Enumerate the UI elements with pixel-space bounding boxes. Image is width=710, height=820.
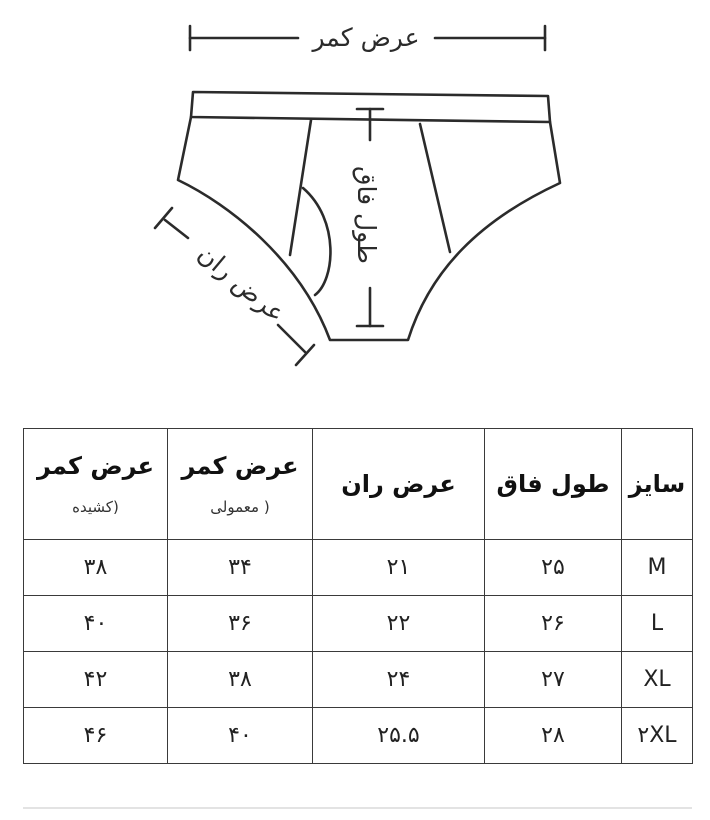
table-header-row xyxy=(24,429,693,540)
header-size: سایز xyxy=(622,429,693,540)
cell-waist-stretched: ۴۰ xyxy=(24,596,168,652)
thigh-width-label: عرض ران xyxy=(192,238,291,329)
cell-thigh-width: ۲۴ xyxy=(313,652,485,708)
table-row xyxy=(24,652,693,708)
size-diagram xyxy=(0,0,710,400)
thigh-measure-line-top xyxy=(165,220,188,238)
table-row xyxy=(24,596,693,652)
cell-waist-stretched: ۳۸ xyxy=(24,540,168,596)
cell-waist-normal: ۳۸ xyxy=(168,652,313,708)
size-table xyxy=(23,428,693,764)
waist-width-label: عرض کمر xyxy=(312,23,420,52)
cell-waist-stretched: ۴۲ xyxy=(24,652,168,708)
cell-size: L xyxy=(622,596,693,652)
cell-waist-stretched: ۴۶ xyxy=(24,708,168,764)
divider xyxy=(23,807,692,809)
cell-size: ۲XL xyxy=(622,708,693,764)
pouch-curve xyxy=(303,188,330,295)
header-thigh-width: عرض ران xyxy=(313,429,485,540)
cell-waist-normal: ۴۰ xyxy=(168,708,313,764)
header-crotch-length: طول فاق xyxy=(485,429,622,540)
cell-waist-normal: ۳۴ xyxy=(168,540,313,596)
cell-size: M xyxy=(622,540,693,596)
cell-crotch-length: ۲۸ xyxy=(485,708,622,764)
front-panel-right-seam xyxy=(420,124,450,252)
header-waist-normal: عرض کمر ( معمولی xyxy=(168,429,313,540)
cell-crotch-length: ۲۶ xyxy=(485,596,622,652)
crotch-length-label: طول فاق xyxy=(352,166,381,264)
cell-thigh-width: ۲۲ xyxy=(313,596,485,652)
table-row xyxy=(24,708,693,764)
front-panel-left-seam xyxy=(290,120,311,255)
cell-crotch-length: ۲۵ xyxy=(485,540,622,596)
table-row xyxy=(24,540,693,596)
thigh-measure-line-bottom xyxy=(278,325,305,352)
cell-thigh-width: ۲۵.۵ xyxy=(313,708,485,764)
cell-thigh-width: ۲۱ xyxy=(313,540,485,596)
header-waist-stretched: عرض کمر (کشیده xyxy=(24,429,168,540)
cell-waist-normal: ۳۶ xyxy=(168,596,313,652)
underwear-illustration xyxy=(0,0,710,400)
cell-size: XL xyxy=(622,652,693,708)
cell-crotch-length: ۲۷ xyxy=(485,652,622,708)
